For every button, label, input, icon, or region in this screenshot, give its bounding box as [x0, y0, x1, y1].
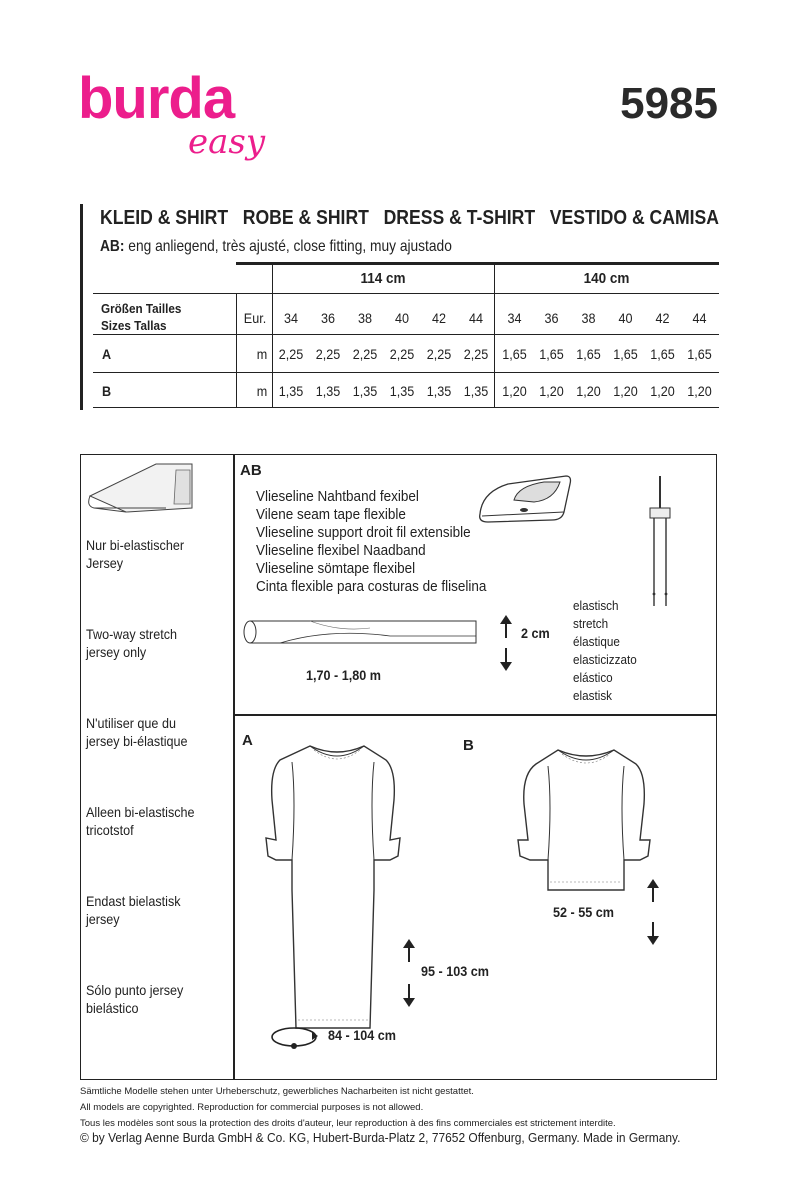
notion-line: Vlieseline sömtape flexibel: [256, 560, 416, 577]
hem-width-label: 84 - 104 cm: [328, 1027, 396, 1043]
yardage-value: 2,25: [315, 346, 341, 362]
yardage-value: 1,65: [650, 346, 675, 362]
yardage-value: 2,25: [278, 346, 304, 362]
size-header: 38: [357, 310, 373, 326]
dress-length-label: 95 - 103 cm: [421, 963, 489, 979]
notions-views-divider: [233, 714, 717, 716]
dress-length-arrow: [400, 938, 418, 1008]
notion-line: Vlieseline support droit fil extensible: [256, 524, 471, 541]
notions-label: AB: [240, 462, 262, 479]
unit-label: m: [256, 383, 268, 399]
fabric-width-140: 140 cm: [583, 270, 630, 287]
yardage-value: 1,35: [389, 383, 415, 399]
elastic-word: élastique: [573, 634, 620, 649]
logo-subtitle: easy: [188, 122, 266, 162]
left-accent-bar: [80, 204, 83, 410]
notion-line: Vilene seam tape flexible: [256, 506, 406, 523]
yardage-table: [93, 262, 719, 408]
fabric-note-fr: N'utiliser que du jersey bi-élastique: [86, 715, 188, 749]
copyright-note-en: All models are copyrighted. Reproduction for commercial purposes is not allowed.: [80, 1102, 424, 1113]
hem-width-icon: [268, 1022, 324, 1052]
shirt-length-arrow: [644, 878, 662, 946]
fit-text: eng anliegend, très ajusté, close fitting, muy ajustado: [128, 238, 452, 255]
yardage-value: 2,25: [426, 346, 452, 362]
yardage-value: 1,65: [613, 346, 638, 362]
view-a-label: A: [242, 732, 253, 749]
shirt-sketch-b: [512, 744, 662, 896]
size-header: 40: [618, 310, 633, 326]
yardage-value: 1,65: [576, 346, 601, 362]
yardage-value: 1,20: [650, 383, 675, 399]
fabric-note-de: Nur bi-elastischer Jersey: [86, 537, 185, 571]
elastic-word: elastisch: [573, 598, 619, 613]
yardage-value: 1,65: [502, 346, 527, 362]
size-header: 34: [507, 310, 522, 326]
tape-length-label: 1,70 - 1,80 m: [306, 667, 381, 683]
fabric-width-114: 114 cm: [360, 270, 406, 287]
elastic-words: [573, 597, 644, 705]
sizes-label: [101, 300, 181, 334]
fabric-note-sv: Endast bielastisk jersey: [86, 893, 181, 927]
sizes-label-de-fr: Größen Tailles: [101, 301, 182, 316]
elastic-word: elasticizzato: [573, 652, 637, 667]
size-header: 44: [692, 310, 707, 326]
yardage-value: 1,35: [315, 383, 341, 399]
copyright-note-fr: Tous les modèles sont sous la protection des droits d'auteur, leur reproduction à des fins commerciales est strictement interdite.: [80, 1118, 616, 1129]
twin-needle-icon: [644, 476, 680, 612]
fit-label: AB:: [100, 238, 125, 255]
eur-label: Eur.: [243, 310, 267, 326]
elastic-width-arrow: [497, 614, 515, 672]
row-label-b: B: [102, 383, 112, 399]
yardage-value: 1,35: [426, 383, 452, 399]
elastic-word: elástico: [573, 670, 613, 685]
size-header: 42: [431, 310, 447, 326]
publisher-copyright: © by Verlag Aenne Burda GmbH & Co. KG, Hubert-Burda-Platz 2, 77652 Offenburg, Germany. Made in Germany.: [80, 1130, 681, 1145]
fabric-note-nl: Alleen bi-elastische tricotstof: [86, 804, 195, 838]
yardage-value: 1,35: [352, 383, 378, 399]
size-header: 36: [320, 310, 336, 326]
fabric-roll-icon: [86, 460, 194, 516]
yardage-value: 1,20: [576, 383, 601, 399]
copyright-note-de: Sämtliche Modelle stehen unter Urheberschutz, gewerbliches Nacharbeiten ist nicht gestattet.: [80, 1086, 474, 1097]
yardage-value: 1,35: [463, 383, 489, 399]
logo-wordmark: burda: [78, 66, 235, 131]
size-header: 36: [544, 310, 559, 326]
elastic-word: stretch: [573, 616, 609, 631]
yardage-value: 1,65: [687, 346, 712, 362]
elastic-word: elastisk: [573, 688, 613, 703]
yardage-value: 2,25: [389, 346, 415, 362]
seam-tape-icon: [240, 614, 480, 658]
fabric-note-es: Sólo punto jersey bielástico: [86, 982, 184, 1016]
pattern-number: 5985: [620, 79, 718, 128]
size-header: 40: [394, 310, 410, 326]
size-header: 34: [283, 310, 299, 326]
row-label-a: A: [102, 346, 112, 362]
yardage-value: 1,20: [687, 383, 712, 399]
notion-line: Vlieseline Nahtband fexibel: [256, 488, 419, 505]
burda-easy-logo: [78, 66, 298, 180]
yardage-value: 1,20: [502, 383, 527, 399]
size-header: 42: [655, 310, 670, 326]
yardage-value: 1,35: [278, 383, 304, 399]
view-b-label: B: [463, 737, 474, 754]
page-title: KLEID & SHIRT ROBE & SHIRT DRESS & T-SHIRT VESTIDO & CAMISA: [100, 207, 719, 229]
side-column-divider: [233, 454, 235, 1080]
fit-description: [100, 238, 452, 256]
yardage-value: 1,20: [539, 383, 564, 399]
shirt-length-label: 52 - 55 cm: [553, 904, 614, 920]
yardage-value: 2,25: [352, 346, 378, 362]
size-header: 44: [468, 310, 484, 326]
iron-icon: [474, 470, 574, 530]
dress-sketch-a: [262, 740, 412, 1030]
elastic-width-label: 2 cm: [521, 625, 550, 641]
yardage-value: 2,25: [463, 346, 489, 362]
fabric-note-en: Two-way stretch jersey only: [86, 626, 178, 660]
size-header: 38: [581, 310, 596, 326]
notion-line: Cinta flexible para costuras de fliselina: [256, 578, 487, 595]
unit-label: m: [256, 346, 268, 362]
notion-line: Vlieseline flexibel Naadband: [256, 542, 426, 559]
sizes-label-en-es: Sizes Tallas: [101, 318, 167, 333]
yardage-value: 1,20: [613, 383, 638, 399]
yardage-value: 1,65: [539, 346, 564, 362]
